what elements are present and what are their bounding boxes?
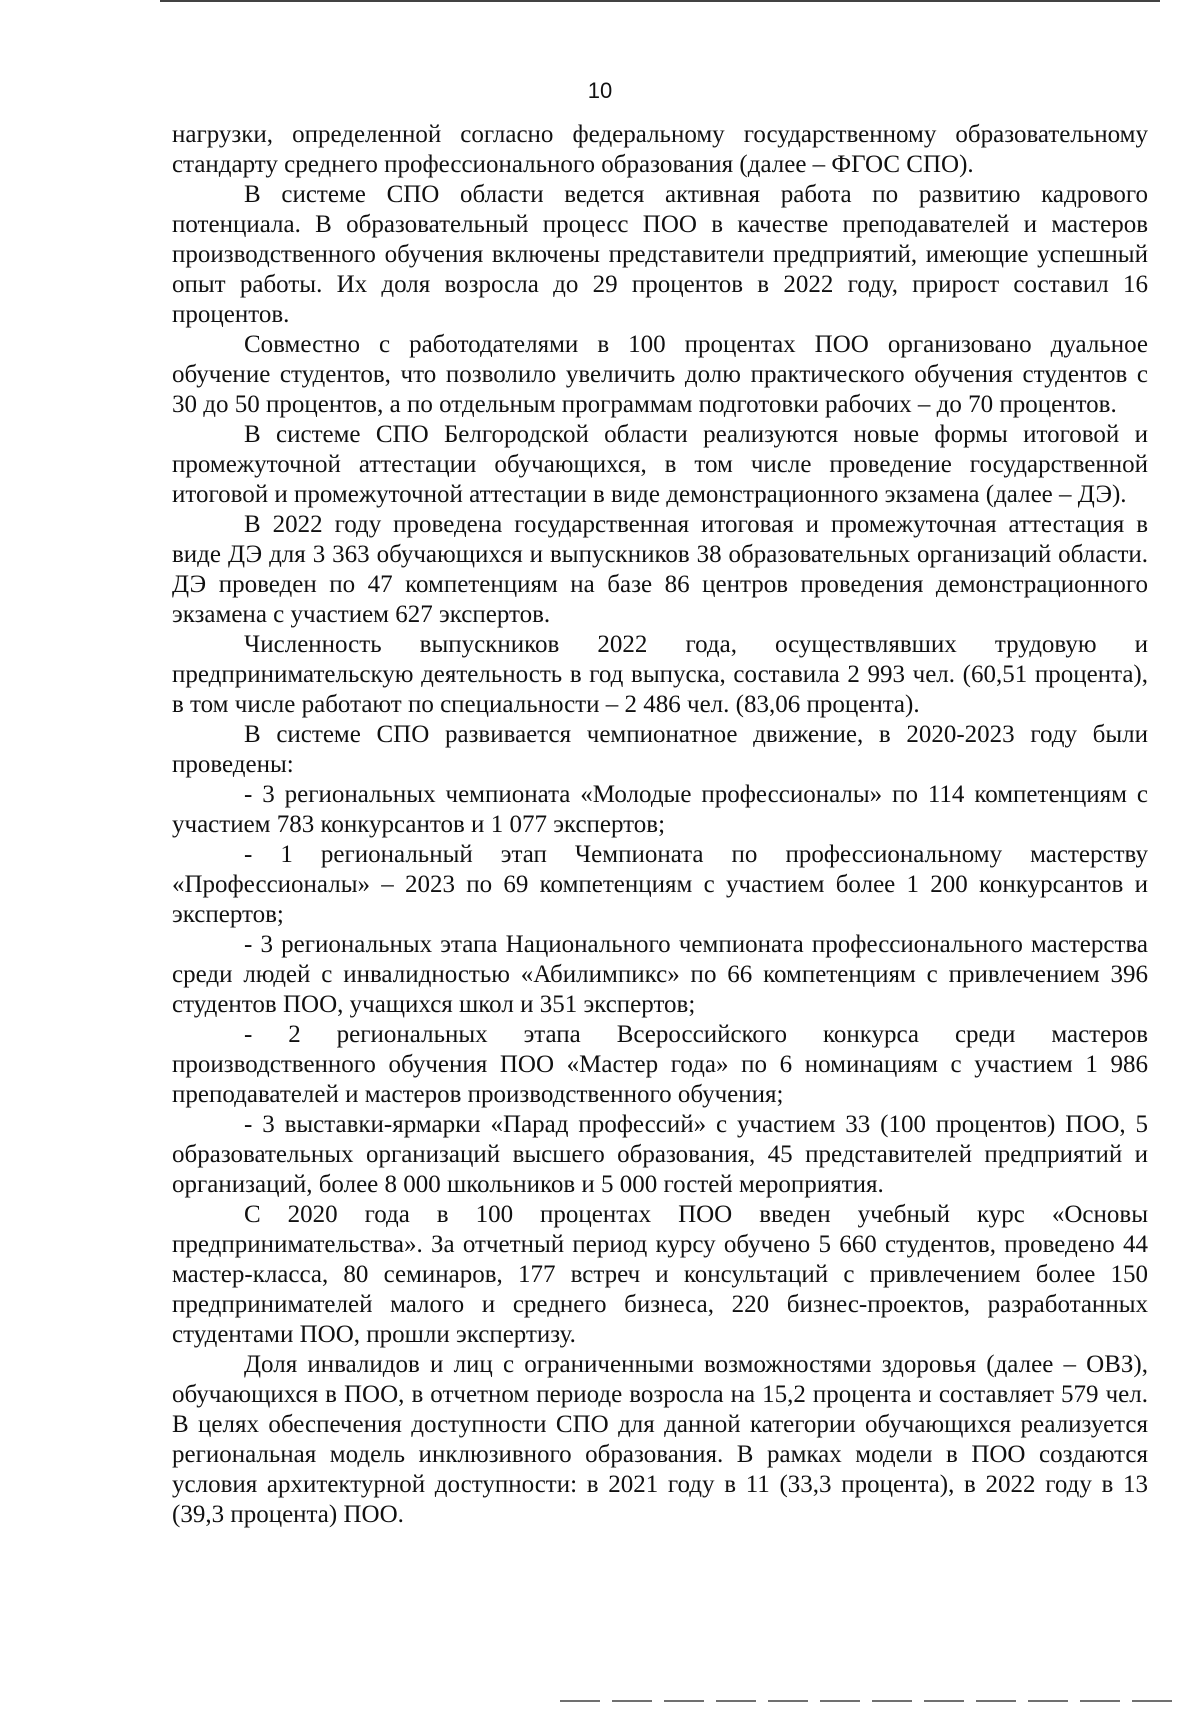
page-number: 10 bbox=[587, 78, 613, 103]
paragraph: С 2020 года в 100 процентах ПОО введен учебный курс «Основы предпринимательства». За отчетный период курсу обучено 5 660 студентов, проведено 44 мастер-класса, 80 семинаров, 177 встреч и консультаций с привлечением более 150 предпринимателей малого и среднего бизнеса, 220 бизнес-проектов, разработанных студентами ПОО, прошли экспертизу. bbox=[172, 1201, 1148, 1348]
paragraph: В 2022 году проведена государственная итоговая и промежуточная аттестация в виде ДЭ для 3 363 обучающихся и выпускников 38 образовательных организаций области. ДЭ проведен по 47 компетенциям на базе 86 центров проведения демонстрационного экзамена с участием 627 экспертов. bbox=[172, 511, 1148, 628]
body-text bbox=[172, 120, 1148, 1530]
paragraph: В системе СПО области ведется активная работа по развитию кадрового потенциала. В образовательный процесс ПОО в качестве преподавателей и мастеров производственного обучения включены представители предприятий, имеющие успешный опыт работы. Их доля возросла до 29 процентов в 2022 году, прирост составил 16 процентов. bbox=[172, 181, 1148, 328]
scan-edge-bottom bbox=[560, 1700, 1180, 1702]
list-item: - 1 региональный этап Чемпионата по профессиональному мастерству «Профессионалы» – 2023 по 69 компетенциям с участием более 1 200 конкурсантов и экспертов; bbox=[172, 841, 1148, 928]
scan-edge-top bbox=[160, 0, 1160, 2]
paragraph: нагрузки, определенной согласно федеральному государственному образовательному стандарту среднего профессионального образования (далее – ФГОС СПО). bbox=[172, 121, 1148, 178]
paragraph: Доля инвалидов и лиц с ограниченными возможностями здоровья (далее – ОВЗ), обучающихся в ПОО, в отчетном периоде возросла на 15,2 процента и составляет 579 чел. В целях обеспечения доступности СПО для данной категории обучающихся реализуется региональная модель инклюзивного образования. В рамках модели в ПОО создаются условия архитектурной доступности: в 2021 году в 11 (33,3 процента), в 2022 году в 13 (39,3 процента) ПОО. bbox=[172, 1351, 1148, 1528]
list-item: - 3 выставки-ярмарки «Парад профессий» с участием 33 (100 процентов) ПОО, 5 образовательных организаций высшего образования, 45 представителей предприятий и организаций, более 8 000 школьников и 5 000 гостей мероприятия. bbox=[172, 1111, 1148, 1198]
paragraph: Совместно с работодателями в 100 процентах ПОО организовано дуальное обучение студентов, что позволило увеличить долю практического обучения студентов с 30 до 50 процентов, а по отдельным программам подготовки рабочих – до 70 процентов. bbox=[172, 331, 1148, 418]
paragraph: Численность выпускников 2022 года, осуществлявших трудовую и предпринимательскую деятельность в год выпуска, составила 2 993 чел. (60,51 процента), в том числе работают по специальности – 2 486 чел. (83,06 процента). bbox=[172, 631, 1148, 718]
list-item: - 3 региональных чемпионата «Молодые профессионалы» по 114 компетенциям с участием 783 конкурсантов и 1 077 экспертов; bbox=[172, 781, 1148, 838]
paragraph: В системе СПО Белгородской области реализуются новые формы итоговой и промежуточной аттестации обучающихся, в том числе проведение государственной итоговой и промежуточной аттестации в виде демонстрационного экзамена (далее – ДЭ). bbox=[172, 421, 1148, 508]
list-item: - 3 региональных этапа Национального чемпионата профессионального мастерства среди людей с инвалидностью «Абилимпикс» по 66 компетенциям с привлечением 396 студентов ПОО, учащихся школ и 351 экспертов; bbox=[172, 931, 1148, 1018]
paragraph: В системе СПО развивается чемпионатное движение, в 2020-2023 году были проведены: bbox=[172, 721, 1148, 778]
list-item: - 2 региональных этапа Всероссийского конкурса среди мастеров производственного обучения ПОО «Мастер года» по 6 номинациям с участием 1 986 преподавателей и мастеров производственного обучения; bbox=[172, 1021, 1148, 1108]
